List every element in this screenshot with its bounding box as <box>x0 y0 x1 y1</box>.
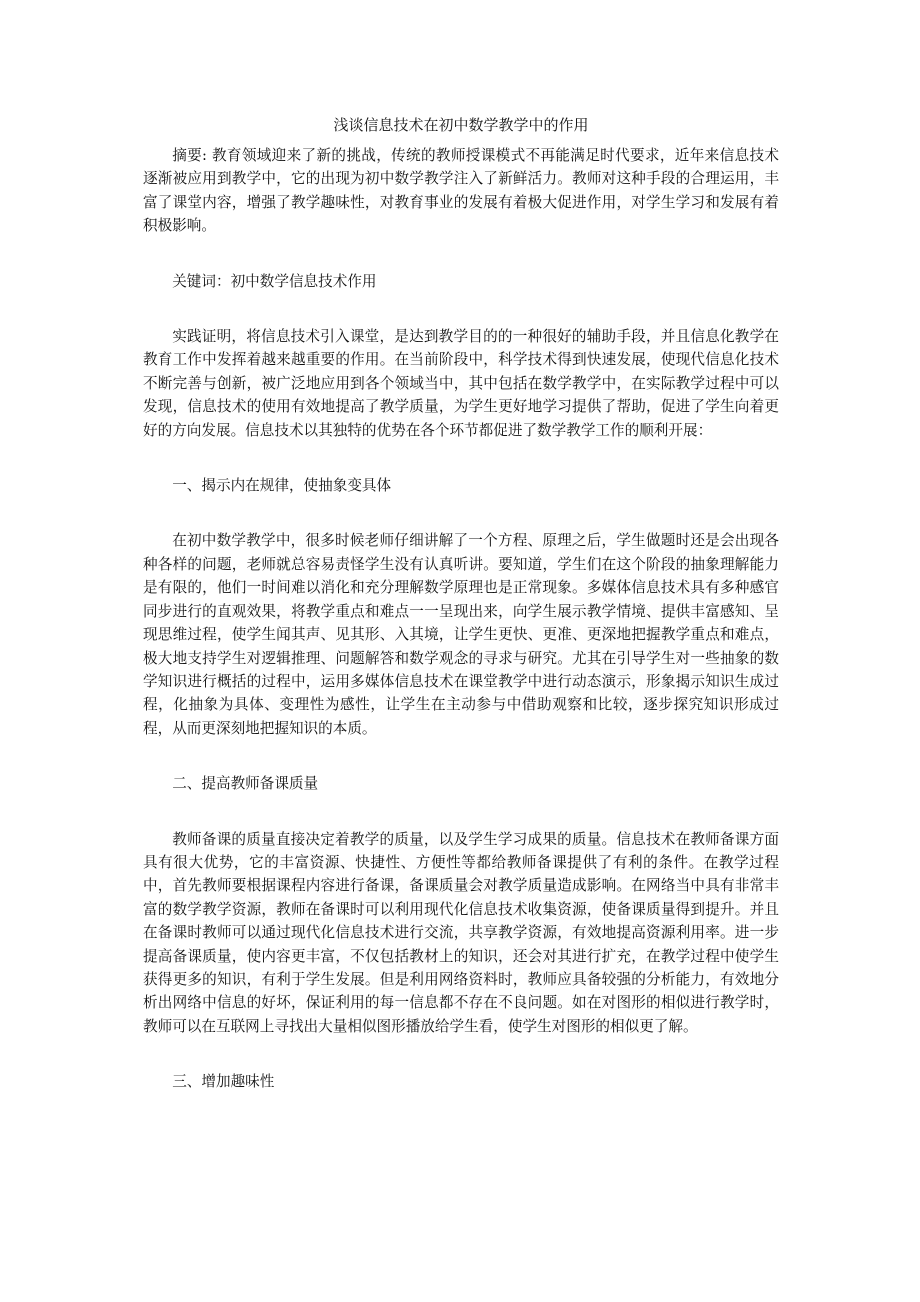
abstract-text: 教育领域迎来了新的挑战，传统的教师授课模式不再能满足时代要求，近年来信息技术逐渐被应用到教学中，它的出现为初中数学教学注入了新鲜活力。教师对这种手段的合理运用，丰富了课堂内容，增强了教学趣味性，对教育事业的发展有着极大促进作用，对学生学习和发展有着积极影响。 <box>143 147 779 235</box>
document-page <box>143 112 779 1126</box>
section2-heading: 二、提高教师备课质量 <box>172 775 319 793</box>
abstract-paragraph <box>143 144 779 238</box>
section2-body: 教师备课的质量直接决定着教学的质量，以及学生学习成果的质量。信息技术在教师备课方面具有很大优势，它的丰富资源、快捷性、方便性等都给教师备课提供了有利的条件。在教学过程中，首先教师要根据课程内容进行备课，备课质量会对教学质量造成影响。在网络当中具有非常丰富的数学教学资源，教师在备课时可以利用现代化信息技术收集资源，使备课质量得到提升。并且在备课时教师可以通过现代化信息技术进行交流，共享教学资源，有效地提高资源利用率。进一步提高备课质量，使内容更丰富，不仅包括教材上的知识，还会对其进行扩充，在教学过程中使学生获得更多的知识，有利于学生发展。但是利用网络资料时，教师应具备较强的分析能力，有效地分析出网络中信息的好坏，保证利用的每一信息都不存在不良问题。如在对图形的相似进行教学时，教师可以在互联网上寻找出大量相似图形播放给学生看，使学生对图形的相似更了解。 <box>143 830 779 1035</box>
intro-paragraph: 实践证明，将信息技术引入课堂，是达到教学目的的一种很好的辅助手段，并且信息化教学在教育工作中发挥着越来越重要的作用。在当前阶段中，科学技术得到快速发展，使现代信息化技术不断完善与创新，被广泛地应用到各个领域当中，其中包括在数学教学中，在实际教学过程中可以发现，信息技术的使用有效地提高了教学质量，为学生更好地学习提供了帮助，促进了学生向着更好的方向发展。信息技术以其独特的优势在各个环节都促进了数学教学工作的顺利开展： <box>143 328 779 439</box>
section3-heading: 三、增加趣味性 <box>172 1073 275 1091</box>
document-title: 浅谈信息技术在初中数学教学中的作用 <box>333 116 589 134</box>
keywords-line: 关键词：初中数学信息技术作用 <box>172 272 377 290</box>
section1-body: 在初中数学教学中，很多时候老师仔细讲解了一个方程、原理之后，学生做题时还是会出现各种各样的问题，老师就总容易责怪学生没有认真听讲。要知道，学生们在这个阶段的抽象理解能力是有限的，他们一时间难以消化和充分理解数学原理也是正常现象。多媒体信息技术具有多种感官同步进行的直观效果，将教学重点和难点一一呈现出来，向学生展示教学情境、提供丰富感知、呈现思维过程，使学生闻其声、见其形、入其境，让学生更快、更准、更深地把握教学重点和难点，极大地支持学生对逻辑推理、问题解答和数学观念的寻求与研究。尤其在引导学生对一些抽象的数学知识进行概括的过程中，运用多媒体信息技术在课堂教学中进行动态演示，形象揭示知识生成过程，化抽象为具体、变理性为感性，让学生在主动参与中借助观察和比较，逐步探究知识形成过程，从而更深刻地把握知识的本质。 <box>143 532 779 737</box>
abstract-label: 摘要: <box>172 147 207 164</box>
section1-heading: 一、揭示内在规律，使抽象变具体 <box>172 477 392 495</box>
